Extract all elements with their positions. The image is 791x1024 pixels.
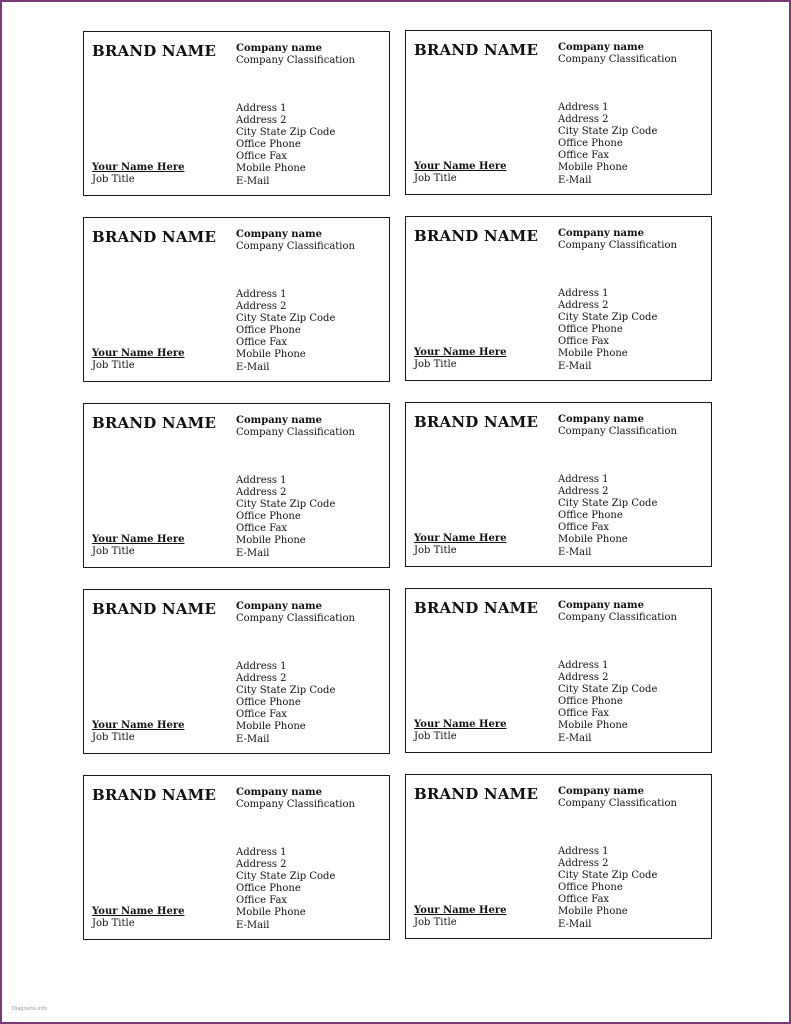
person-block	[92, 906, 184, 930]
your-name: Your Name Here	[414, 161, 507, 172]
company-name: Company name	[558, 786, 644, 797]
job-title: Job Title	[414, 359, 457, 370]
company-name: Company name	[236, 601, 322, 612]
company-block	[558, 228, 677, 252]
brand-name: BRAND NAME	[92, 42, 217, 60]
contact-details	[558, 102, 657, 187]
office-phone: Office Phone	[236, 511, 301, 523]
address-1: Address 1	[558, 660, 609, 671]
office-fax: Office Fax	[236, 709, 288, 721]
contact-details	[558, 288, 657, 373]
your-name: Your Name Here	[414, 905, 507, 916]
email: E-Mail	[236, 919, 270, 931]
address-1: Address 1	[558, 846, 609, 857]
address-1: Address 1	[558, 474, 609, 485]
company-classification: Company Classification	[558, 798, 677, 809]
company-classification: Company Classification	[236, 613, 355, 624]
contact-details	[236, 847, 335, 932]
person-block	[92, 720, 184, 744]
address-2: Address 2	[236, 859, 287, 871]
office-phone: Office Phone	[236, 325, 301, 337]
email: E-Mail	[558, 360, 592, 372]
email: E-Mail	[236, 175, 270, 187]
mobile-phone: Mobile Phone	[236, 349, 306, 361]
mobile-phone: Mobile Phone	[236, 163, 306, 175]
address-2: Address 2	[558, 486, 609, 498]
your-name: Your Name Here	[92, 906, 185, 917]
city-state-zip: City State Zip Code	[236, 685, 336, 697]
company-name: Company name	[236, 43, 322, 54]
address-2: Address 2	[236, 673, 287, 685]
address-2: Address 2	[558, 858, 609, 870]
city-state-zip: City State Zip Code	[236, 499, 336, 511]
job-title: Job Title	[92, 732, 135, 743]
person-block	[414, 719, 506, 743]
company-block	[236, 43, 355, 67]
business-card	[405, 402, 712, 567]
person-block	[414, 347, 506, 371]
office-fax: Office Fax	[558, 894, 610, 906]
address-2: Address 2	[236, 301, 287, 313]
mobile-phone: Mobile Phone	[236, 535, 306, 547]
address-2: Address 2	[236, 487, 287, 499]
company-block	[558, 600, 677, 624]
office-fax: Office Fax	[236, 895, 288, 907]
mobile-phone: Mobile Phone	[558, 720, 628, 732]
your-name: Your Name Here	[414, 719, 507, 730]
company-block	[558, 42, 677, 66]
city-state-zip: City State Zip Code	[558, 684, 658, 696]
your-name: Your Name Here	[414, 533, 507, 544]
contact-details	[558, 660, 657, 745]
brand-name: BRAND NAME	[414, 227, 539, 245]
company-name: Company name	[236, 787, 322, 798]
person-block	[414, 161, 506, 185]
email: E-Mail	[558, 546, 592, 558]
business-card	[83, 31, 390, 196]
business-card	[83, 589, 390, 754]
person-block	[414, 533, 506, 557]
brand-name: BRAND NAME	[414, 41, 539, 59]
company-classification: Company Classification	[558, 240, 677, 251]
person-block	[92, 162, 184, 186]
company-classification: Company Classification	[558, 54, 677, 65]
city-state-zip: City State Zip Code	[558, 870, 658, 882]
address-1: Address 1	[236, 661, 287, 672]
business-card	[405, 588, 712, 753]
office-fax: Office Fax	[558, 708, 610, 720]
your-name: Your Name Here	[414, 347, 507, 358]
business-card	[405, 30, 712, 195]
brand-name: BRAND NAME	[92, 228, 217, 246]
contact-details	[236, 103, 335, 188]
your-name: Your Name Here	[92, 534, 185, 545]
mobile-phone: Mobile Phone	[558, 348, 628, 360]
office-fax: Office Fax	[558, 336, 610, 348]
person-block	[92, 348, 184, 372]
address-2: Address 2	[558, 300, 609, 312]
company-classification: Company Classification	[236, 427, 355, 438]
mobile-phone: Mobile Phone	[236, 721, 306, 733]
company-classification: Company Classification	[558, 426, 677, 437]
company-block	[236, 787, 355, 811]
city-state-zip: City State Zip Code	[558, 312, 658, 324]
office-phone: Office Phone	[558, 882, 623, 894]
job-title: Job Title	[92, 918, 135, 929]
person-block	[92, 534, 184, 558]
company-block	[558, 414, 677, 438]
company-classification: Company Classification	[236, 241, 355, 252]
contact-details	[236, 289, 335, 374]
job-title: Job Title	[414, 731, 457, 742]
mobile-phone: Mobile Phone	[236, 907, 306, 919]
email: E-Mail	[236, 361, 270, 373]
city-state-zip: City State Zip Code	[236, 871, 336, 883]
email: E-Mail	[236, 547, 270, 559]
email: E-Mail	[236, 733, 270, 745]
business-card	[83, 217, 390, 382]
city-state-zip: City State Zip Code	[558, 126, 658, 138]
office-phone: Office Phone	[558, 510, 623, 522]
brand-name: BRAND NAME	[92, 600, 217, 618]
company-classification: Company Classification	[236, 799, 355, 810]
mobile-phone: Mobile Phone	[558, 534, 628, 546]
email: E-Mail	[558, 732, 592, 744]
city-state-zip: City State Zip Code	[558, 498, 658, 510]
brand-name: BRAND NAME	[414, 599, 539, 617]
company-name: Company name	[558, 414, 644, 425]
address-1: Address 1	[236, 847, 287, 858]
address-2: Address 2	[558, 672, 609, 684]
address-1: Address 1	[236, 289, 287, 300]
contact-details	[558, 846, 657, 931]
job-title: Job Title	[414, 173, 457, 184]
office-fax: Office Fax	[236, 151, 288, 163]
company-name: Company name	[558, 42, 644, 53]
watermark: Diagrams.info	[12, 1006, 48, 1012]
company-block	[558, 786, 677, 810]
address-1: Address 1	[236, 103, 287, 114]
company-name: Company name	[236, 229, 322, 240]
address-2: Address 2	[236, 115, 287, 127]
office-fax: Office Fax	[558, 150, 610, 162]
company-name: Company name	[236, 415, 322, 426]
contact-details	[236, 475, 335, 560]
office-fax: Office Fax	[558, 522, 610, 534]
business-card	[405, 774, 712, 939]
city-state-zip: City State Zip Code	[236, 313, 336, 325]
office-fax: Office Fax	[236, 337, 288, 349]
city-state-zip: City State Zip Code	[236, 127, 336, 139]
office-phone: Office Phone	[558, 138, 623, 150]
office-phone: Office Phone	[236, 697, 301, 709]
address-2: Address 2	[558, 114, 609, 126]
address-1: Address 1	[558, 288, 609, 299]
office-phone: Office Phone	[558, 696, 623, 708]
your-name: Your Name Here	[92, 348, 185, 359]
mobile-phone: Mobile Phone	[558, 162, 628, 174]
job-title: Job Title	[92, 360, 135, 371]
brand-name: BRAND NAME	[414, 785, 539, 803]
company-classification: Company Classification	[558, 612, 677, 623]
contact-details	[236, 661, 335, 746]
job-title: Job Title	[414, 545, 457, 556]
business-card	[83, 403, 390, 568]
company-name: Company name	[558, 228, 644, 239]
brand-name: BRAND NAME	[92, 414, 217, 432]
office-phone: Office Phone	[558, 324, 623, 336]
your-name: Your Name Here	[92, 720, 185, 731]
email: E-Mail	[558, 174, 592, 186]
address-1: Address 1	[558, 102, 609, 113]
company-block	[236, 415, 355, 439]
mobile-phone: Mobile Phone	[558, 906, 628, 918]
brand-name: BRAND NAME	[92, 786, 217, 804]
your-name: Your Name Here	[92, 162, 185, 173]
office-phone: Office Phone	[236, 883, 301, 895]
contact-details	[558, 474, 657, 559]
person-block	[414, 905, 506, 929]
job-title: Job Title	[92, 546, 135, 557]
brand-name: BRAND NAME	[414, 413, 539, 431]
business-card	[405, 216, 712, 381]
company-block	[236, 229, 355, 253]
job-title: Job Title	[414, 917, 457, 928]
office-fax: Office Fax	[236, 523, 288, 535]
company-block	[236, 601, 355, 625]
company-name: Company name	[558, 600, 644, 611]
company-classification: Company Classification	[236, 55, 355, 66]
business-card	[83, 775, 390, 940]
email: E-Mail	[558, 918, 592, 930]
office-phone: Office Phone	[236, 139, 301, 151]
address-1: Address 1	[236, 475, 287, 486]
job-title: Job Title	[92, 174, 135, 185]
